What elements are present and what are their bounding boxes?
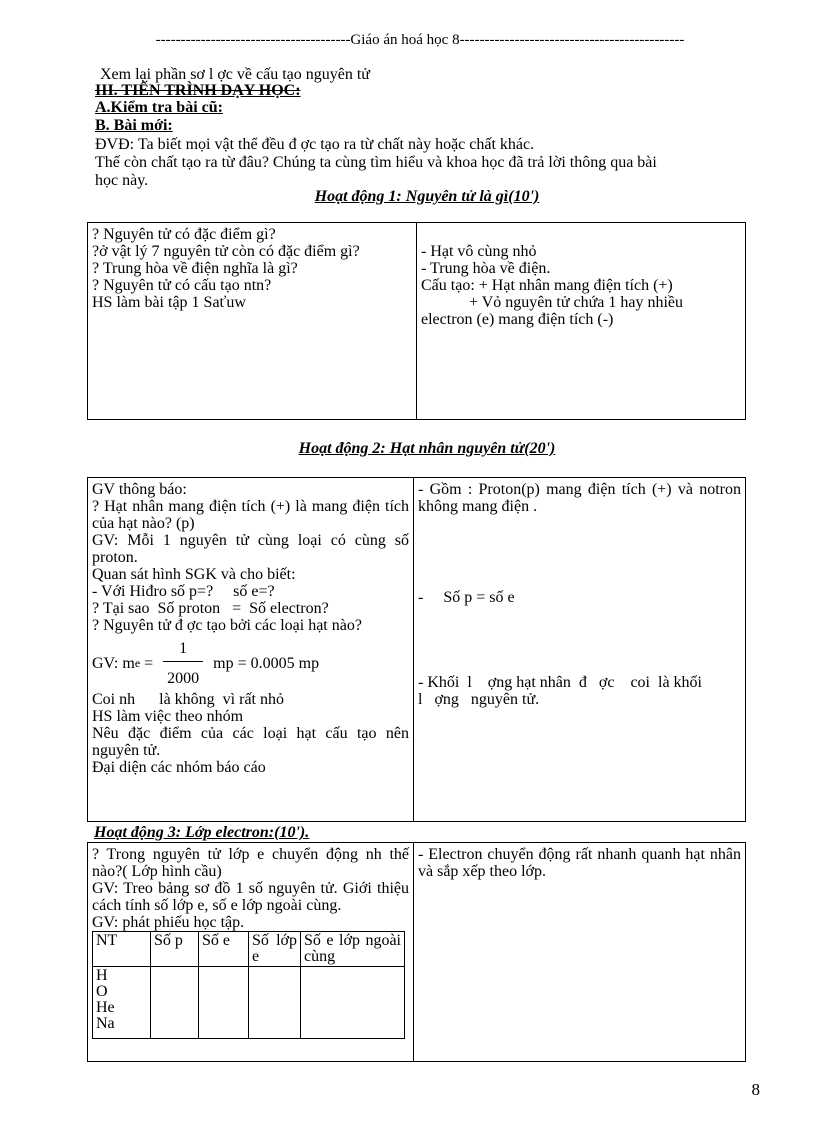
page-number: 8 — [751, 1080, 760, 1099]
element-symbol: He — [96, 999, 115, 1016]
a1-right-line: - Hạt vô cùng nhỏ — [421, 243, 537, 260]
activity-2-right-cell — [414, 478, 746, 822]
a1-left-line: ? Nguyên tử có đặc điểm gì? — [92, 226, 276, 243]
activity-2-table — [87, 477, 746, 822]
activity-2-title: Hoạt động 2: Hạt nhân nguyên tử(20') — [298, 440, 556, 457]
a2-right-top: - Gồm : Proton(p) mang điện tích (+) và notron không mang điện . — [418, 481, 741, 515]
a1-left-line: HS làm bài tập 1 Saťuw — [92, 294, 246, 311]
part-b-heading: B. Bài mới: — [95, 117, 173, 134]
a1-left-line: ?ở vật lý 7 nguyên tử còn có đặc điểm gì? — [92, 243, 360, 260]
a3-left-line: ? Trong nguyên tử lớp e chuyển động nh thế nào?( Lớp hình cầu) — [92, 846, 409, 880]
a2-left-line: Nêu đặc điểm của các loại hạt cấu tạo nên nguyên tử. — [92, 725, 409, 759]
activity-2-left-cell — [88, 478, 414, 822]
activity-1-right-cell — [417, 223, 746, 420]
a2-left-line: GV: Mỗi 1 nguyên tử cùng loại có cùng số proton. — [92, 532, 409, 566]
activity-3-table — [87, 842, 746, 1062]
a3-left-line: GV: phát phiếu học tập. — [92, 914, 245, 931]
a2-left-line: Quan sát hình SGK và cho biết: — [92, 566, 296, 583]
a3-left-line: GV: Treo bảng sơ đồ 1 số nguyên tử. Giới thiệu cách tính số lớp e, số e lớp ngoài cùng. — [92, 880, 409, 914]
activity-1-left-cell — [88, 223, 417, 420]
mass-formula — [92, 640, 409, 687]
worksheet-header: Số e — [199, 932, 249, 967]
worksheet-header: Số lớp e — [249, 932, 301, 967]
a2-left-line: HS làm việc theo nhóm — [92, 708, 244, 725]
dvd-line-2: Thế còn chất tạo ra từ đâu? Chúng ta cùng tìm hiểu và khoa học đã trả lời thông qua bài — [95, 154, 657, 171]
activity-3-right-cell — [414, 843, 746, 1062]
a2-left-line: Coi nh là không vì rất nhỏ — [92, 691, 284, 708]
a1-right-line: + Vỏ nguyên tử chứa 1 hay nhiều — [421, 294, 684, 311]
worksheet-table — [92, 931, 405, 1039]
a2-left-line: ? Hạt nhân mang điện tích (+) là mang điện tích của hạt nào? (p) — [92, 498, 409, 532]
a2-right-bottom-2: l ợng nguyên tử. — [418, 691, 540, 708]
worksheet-cell — [199, 967, 249, 1039]
activity-3-left-cell — [88, 843, 414, 1062]
section-title: III. TIẾN TRÌNH DẠY HỌC: — [95, 82, 301, 99]
formula-prefix: GV: m — [92, 655, 135, 672]
activity-3-title: Hoạt động 3: Lớp electron:(10'). — [94, 824, 310, 841]
activity-1-table — [87, 222, 746, 420]
worksheet-header: NT — [93, 932, 151, 967]
formula-numerator: 1 — [179, 640, 188, 657]
worksheet-header: Số e lớp ngoài cùng — [301, 932, 405, 967]
dvd-line-3: học này. — [95, 172, 149, 189]
a2-left-line: - Với Hiđro số p=? số e=? — [92, 583, 275, 600]
a2-left-line: ? Tại sao Số proton = Số electron? — [92, 600, 329, 617]
page-header: ---------------------------------------Giáo án hoá học 8--------------------------------------------- — [155, 32, 685, 48]
part-a-heading: A.Kiểm tra bài cũ: — [95, 99, 223, 116]
a2-left-line: ? Nguyên tử đ ợc tạo bởi các loại hạt nào? — [92, 617, 362, 634]
a2-right-bottom: - Khối l ợng hạt nhân đ ợc coi là khối — [418, 674, 702, 691]
element-symbol: O — [96, 983, 108, 1000]
a1-right-line: Cấu tạo: + Hạt nhân mang điện tích (+) — [421, 277, 673, 294]
a1-left-line: ? Trung hòa về điện nghĩa là gì? — [92, 260, 298, 277]
a3-right-text: - Electron chuyển động rất nhanh quanh hạt nhân và sắp xếp theo lớp. — [418, 846, 741, 880]
worksheet-cell — [301, 967, 405, 1039]
a2-left-line: Đại diện các nhóm báo cáo — [92, 759, 266, 776]
worksheet-cell — [151, 967, 199, 1039]
a1-right-line: - Trung hòa về điện. — [421, 260, 551, 277]
a2-left-line: GV thông báo: — [92, 481, 187, 498]
element-symbol: H — [96, 967, 108, 984]
dvd-line-1: ĐVĐ: Ta biết mọi vật thể đều đ ợc tạo ra từ chất này hoặc chất khác. — [95, 136, 535, 153]
formula-equals: = — [140, 655, 158, 672]
formula-suffix: mp = 0.0005 mp — [209, 655, 320, 672]
element-symbol: Na — [96, 1015, 115, 1032]
worksheet-header: Số p — [151, 932, 199, 967]
worksheet-cell — [249, 967, 301, 1039]
worksheet-elements-cell — [93, 967, 151, 1039]
activity-1-title: Hoạt động 1: Nguyên tử là gì(10') — [314, 188, 540, 205]
formula-denominator: 2000 — [163, 661, 203, 687]
formula-subscript: e — [134, 656, 141, 670]
formula-fraction — [163, 640, 203, 687]
a2-right-mid: - Số p = số e — [418, 589, 515, 606]
review-line: Xem lại phần sơ l ợc về cấu tạo nguyên tử — [100, 66, 370, 83]
a1-right-line: electron (e) mang điện tích (-) — [421, 311, 614, 328]
a1-left-line: ? Nguyên tử có cấu tạo ntn? — [92, 277, 272, 294]
